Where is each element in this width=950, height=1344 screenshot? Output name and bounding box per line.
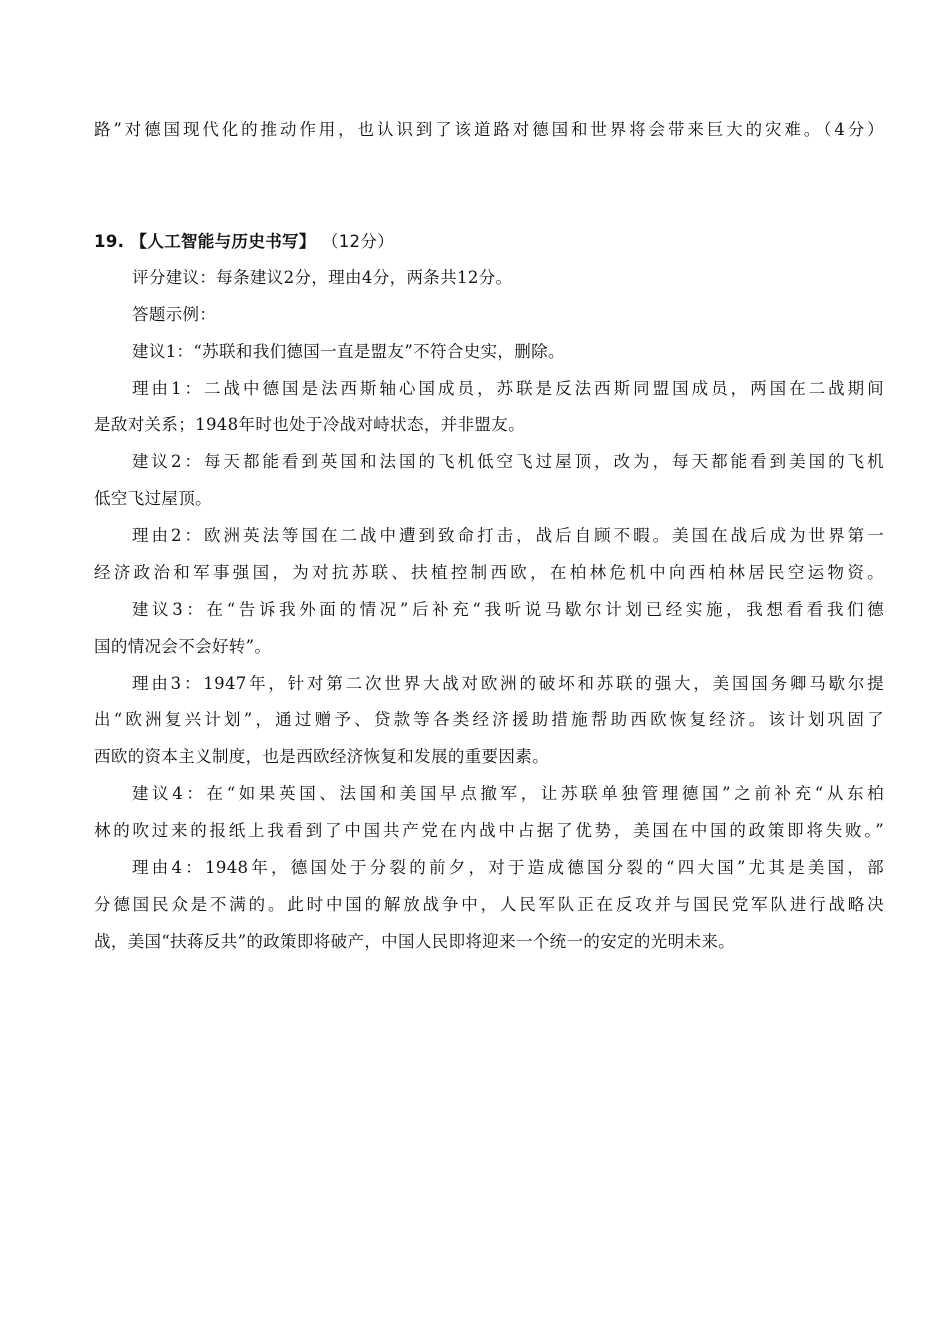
suggestion-2-line-1: 建议2：每天都能看到英国和法国的飞机低空飞过屋顶，改为，每天都能看到美国的飞机 [132, 452, 884, 471]
suggestion-3-line-2: 国的情况会不会好转”。 [94, 637, 272, 656]
continuation-line: 路”对德国现代化的推动作用，也认识到了该道路对德国和世界将会带来巨大的灾难。（4分） [94, 120, 884, 139]
scoring-advice: 评分建议：每条建议2分，理由4分，两条共12分。 [132, 268, 513, 287]
question-title: 【人工智能与历史书写】 [130, 232, 316, 251]
question-number: 19. [94, 232, 125, 251]
reason-4-line-2: 分德国民众是不满的。此时中国的解放战争中，人民军队正在反攻并与国民党军队进行战略决 [94, 895, 884, 914]
suggestion-2-line-2: 低空飞过屋顶。 [94, 489, 212, 508]
reason-1-line-2: 是敌对关系；1948年时也处于冷战对峙状态，并非盟友。 [94, 415, 525, 434]
question-score: （12分） [321, 232, 395, 251]
reason-1-line-1: 理由1：二战中德国是法西斯轴心国成员，苏联是反法西斯同盟国成员，两国在二战期间 [132, 379, 884, 398]
suggestion-1: 建议1：“苏联和我们德国一直是盟友”不符合史实，删除。 [132, 342, 565, 361]
reason-2-line-1: 理由2：欧洲英法等国在二战中遭到致命打击，战后自顾不暇。美国在战后成为世界第一 [132, 526, 884, 545]
suggestion-4-line-2: 林的吹过来的报纸上我看到了中国共产党在内战中占据了优势，美国在中国的政策即将失败。” [94, 821, 884, 840]
reason-3-line-2: 出“欧洲复兴计划”，通过赠予、贷款等各类经济援助措施帮助西欧恢复经济。该计划巩固了 [94, 710, 884, 729]
example-heading: 答题示例： [132, 305, 217, 324]
suggestion-4-line-1: 建议4：在“如果英国、法国和美国早点撤军，让苏联单独管理德国”之前补充“从东柏 [132, 784, 884, 803]
reason-3-line-1: 理由3：1947年，针对第二次世界大战对欧洲的破坏和苏联的强大，美国国务卿马歇尔提 [132, 674, 884, 693]
reason-4-line-3: 战，美国“扶蒋反共”的政策即将破产，中国人民即将迎来一个统一的安定的光明未来。 [94, 932, 736, 951]
reason-2-line-2: 经济政治和军事强国，为对抗苏联、扶植控制西欧，在柏林危机中向西柏林居民空运物资。 [94, 563, 884, 582]
suggestion-3-line-1: 建议3：在“告诉我外面的情况”后补充“我听说马歇尔计划已经实施，我想看看我们德 [132, 600, 884, 619]
reason-3-line-3: 西欧的资本主义制度，也是西欧经济恢复和发展的重要因素。 [94, 747, 549, 766]
question-heading [94, 230, 884, 254]
reason-4-line-1: 理由4：1948年，德国处于分裂的前夕，对于造成德国分裂的“四大国”尤其是美国，部 [132, 858, 884, 877]
